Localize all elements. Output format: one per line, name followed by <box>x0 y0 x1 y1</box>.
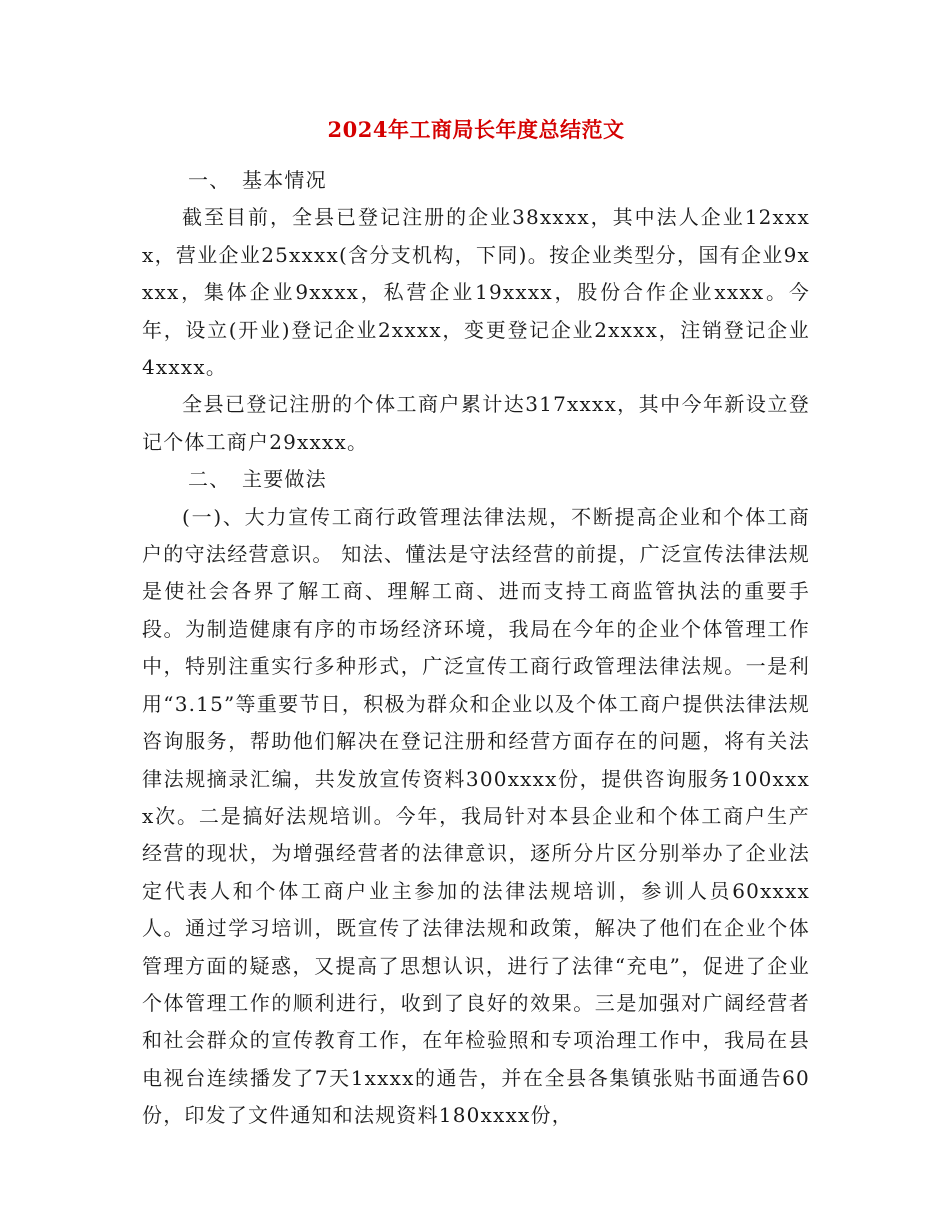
section-number: 一、 <box>188 168 231 192</box>
section-heading-main-practices <box>142 461 810 498</box>
paragraph-legal-publicity: (一)、大力宣传工商行政管理法律法规，不断提高企业和个体工商户的守法经营意识。 知法、懂法是守法经营的前提，广泛宣传法律法规是使社会各界了解工商、理解工商、进而支持工商监管执法的重要手段。为制造健康有序的市场经济环境，我局在今年的企业个体管理工作中，特别注重实行多种形式，广泛宣传工商行政管理法律法规。一是利用“3.15”等重要节日，积极为群众和企业以及个体工商户提供法律法规咨询服务，帮助他们解决在登记注册和经营方面存在的问题，将有关法律法规摘录汇编，共发放宣传资料300xxxx份，提供咨询服务100xxxx次。二是搞好法规培训。今年，我局针对本县企业和个体工商户生产经营的现状，为增强经营者的法律意识，逐所分片区分别举办了企业法定代表人和个体工商户业主参加的法律法规培训，参训人员60xxxx人。通过学习培训，既宣传了法律法规和政策，解决了他们在企业个体管理方面的疑惑，又提高了思想认识，进行了法律“充电”，促进了企业个体管理工作的顺利进行，收到了良好的效果。三是加强对广阔经营者和社会群众的宣传教育工作，在年检验照和专项治理工作中，我局在县电视台连续播发了7天1xxxx的通告，并在全县各集镇张贴书面通告60份，印发了文件通知和法规资料180xxxx份， <box>142 504 810 1128</box>
document-title: 2024年工商局长年度总结范文 <box>327 117 625 142</box>
paragraph-enterprise-registration: 截至目前，全县已登记注册的企业38xxxx，其中法人企业12xxxx，营业企业25xxxx(含分支机构，下同)。按企业类型分，国有企业9xxxx，集体企业9xxxx，私营企业19xxxx，股份合作企业xxxx。今年，设立(开业)登记企业2xxxx，变更登记企业2xxxx，注销登记企业4xxxx。 <box>142 205 810 380</box>
section-title: 基本情况 <box>242 168 327 192</box>
section-number: 二、 <box>188 467 231 492</box>
paragraph-individual-businesses: 全县已登记注册的个体工商户累计达317xxxx，其中今年新设立登记个体工商户29xxxx。 <box>142 392 810 454</box>
section-heading-basic-situation <box>142 162 810 199</box>
document-page <box>142 112 810 1135</box>
section-title: 主要做法 <box>242 467 327 492</box>
